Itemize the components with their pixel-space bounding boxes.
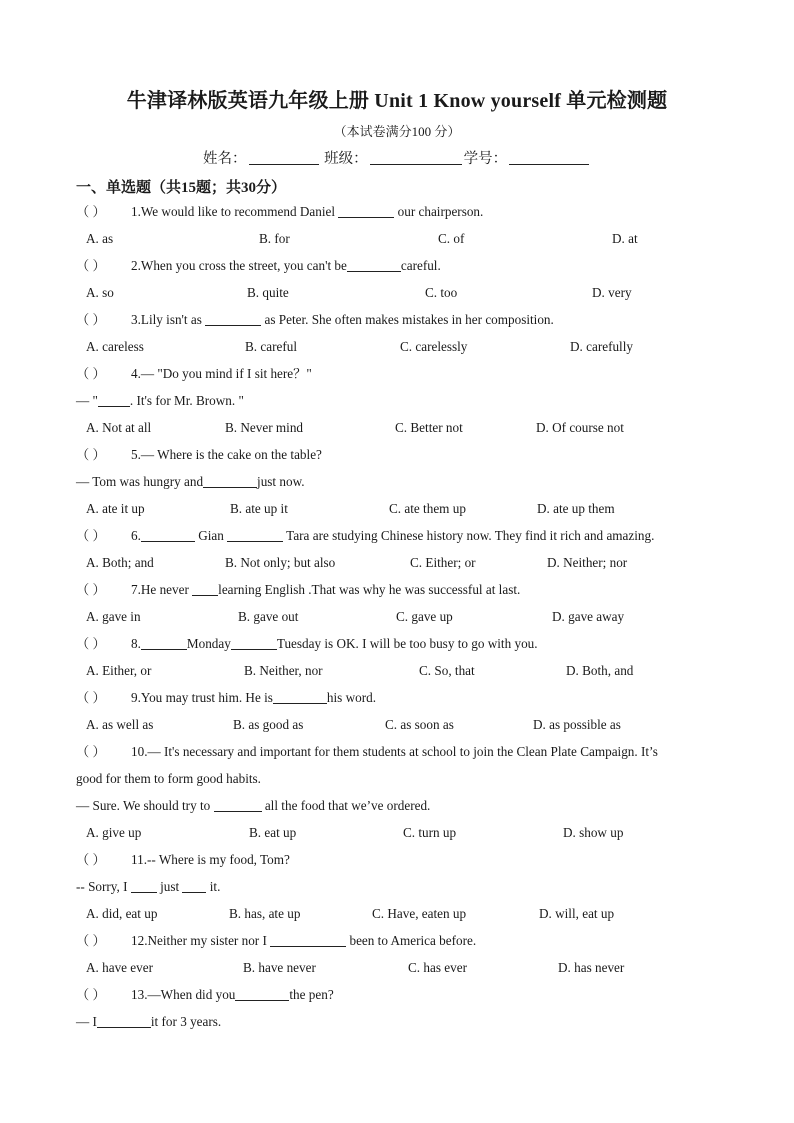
option-b[interactable]: B. has, ate up [229,906,301,921]
answer-paren[interactable]: （ ） [76,204,106,219]
question-text: Tara are studying Chinese history now. They find it rich and amazing. [283,528,655,543]
question-text: 2.When you cross the street, you can't be [131,258,347,273]
answer-paren[interactable]: （ ） [76,690,106,705]
question-9 [76,689,376,707]
question-text: 6. [131,528,141,543]
answer-paren[interactable]: （ ） [76,258,106,273]
option-b[interactable]: B. gave out [238,609,299,624]
options-row [86,230,726,248]
question-text: the pen? [289,987,334,1002]
option-a[interactable]: A. give up [86,825,142,840]
question-text: -- Sorry, I [76,879,131,894]
answer-blank[interactable] [347,258,401,272]
option-b[interactable]: B. ate up it [230,501,288,516]
option-b[interactable]: B. as good as [233,717,304,732]
options-row [86,905,726,923]
option-a[interactable]: A. gave in [86,609,141,624]
option-d[interactable]: D. very [592,285,632,300]
option-d[interactable]: D. Neither; nor [547,555,628,570]
options-row [86,284,726,302]
options-row [86,500,726,518]
answer-paren[interactable]: （ ） [76,852,106,867]
exam-subtitle: （本试卷满分100 分） [333,124,461,139]
option-d[interactable]: D. gave away [552,609,625,624]
number-blank[interactable] [509,150,589,165]
class-label: 班级： [324,151,368,167]
question-text: 11.-- Where is my food, Tom? [131,852,290,867]
question-text: 9.You may trust him. He is [131,690,273,705]
answer-blank[interactable] [273,690,327,704]
question-text: 10.— It's necessary and important for them students at school to join the Clean Plate Campaign. It’s [131,744,658,759]
option-d[interactable]: D. as possible as [533,717,621,732]
answer-blank[interactable] [141,528,195,542]
question-text: just [156,879,183,894]
answer-blank[interactable] [270,933,346,947]
option-d[interactable]: D. ate up them [537,501,615,516]
answer-paren[interactable]: （ ） [76,312,106,327]
option-c[interactable]: C. gave up [396,609,453,624]
question-text: 1.We would like to recommend Daniel [131,204,339,219]
answer-paren[interactable]: （ ） [76,582,106,597]
option-c[interactable]: C. So, that [419,663,475,678]
option-c[interactable]: C. too [425,285,458,300]
question-text: 3.Lily isn't as [131,312,206,327]
question-text: been to America before. [346,933,477,948]
options-row [86,959,726,977]
student-info-row [203,147,591,168]
option-a[interactable]: A. Not at all [86,420,152,435]
answer-paren[interactable]: （ ） [76,987,106,1002]
answer-blank[interactable] [192,582,218,596]
answer-blank[interactable] [131,879,157,893]
option-d[interactable]: D. Both, and [566,663,634,678]
answer-paren[interactable]: （ ） [76,744,106,759]
option-d[interactable]: D. has never [558,960,625,975]
question-7 [76,581,520,599]
answer-paren[interactable]: （ ） [76,933,106,948]
option-d[interactable]: D. Of course not [536,420,624,435]
option-b[interactable]: B. Not only; but also [225,555,336,570]
question-text: — I [76,1014,97,1029]
answer-blank[interactable] [231,636,277,650]
question-text: — Sure. We should try to [76,798,214,813]
answer-blank[interactable] [97,1014,151,1028]
question-text: 13.—When did you [131,987,236,1002]
option-b[interactable]: B. careful [245,339,297,354]
option-a[interactable]: A. Both; and [86,555,154,570]
answer-paren[interactable]: （ ） [76,447,106,462]
question-text: just now. [257,474,305,489]
option-a[interactable]: A. as [86,231,114,246]
answer-blank[interactable] [338,204,394,218]
option-c[interactable]: C. has ever [408,960,467,975]
name-blank[interactable] [249,150,319,165]
option-c[interactable]: C. Better not [395,420,463,435]
option-a[interactable]: A. did, eat up [86,906,158,921]
answer-paren[interactable]: （ ） [76,636,106,651]
option-c[interactable]: C. Either; or [410,555,476,570]
question-11 [76,851,290,869]
option-c[interactable]: C. of [438,231,465,246]
option-c[interactable]: C. ate them up [389,501,466,516]
options-row [86,554,726,572]
option-c[interactable]: C. as soon as [385,717,454,732]
option-c[interactable]: C. carelessly [400,339,468,354]
question-10-cont: good for them to form good habits. [76,771,261,786]
question-text: 8. [131,636,141,651]
class-blank[interactable] [370,150,462,165]
question-text: Tuesday is OK. I will be too busy to go with you. [276,636,538,651]
number-label: 学号： [463,151,508,167]
option-b[interactable]: B. have never [243,960,316,975]
option-d[interactable]: D. will, eat up [539,906,615,921]
question-2 [76,257,441,275]
option-b[interactable]: B. for [259,231,290,246]
question-text: Gian [194,528,228,543]
question-12 [76,932,476,950]
option-d[interactable]: D. show up [563,825,624,840]
question-1 [76,203,483,221]
question-text: 5.— Where is the cake on the table? [131,447,322,462]
question-text: our chairperson. [394,204,484,219]
options-row [86,338,726,356]
option-a[interactable]: A. have ever [86,960,153,975]
answer-blank[interactable] [98,393,130,407]
answer-blank[interactable] [141,636,187,650]
question-4 [76,365,312,383]
question-text: his word. [326,690,376,705]
option-c[interactable]: C. turn up [403,825,457,840]
answer-blank[interactable] [203,474,257,488]
question-text: it. [206,879,221,894]
question-10-reply [76,797,430,815]
option-b[interactable]: B. Never mind [225,420,304,435]
options-row [86,824,726,842]
question-13-reply [76,1013,221,1031]
option-a[interactable]: A. ate it up [86,501,145,516]
options-row [86,608,726,626]
question-text: careful. [400,258,441,273]
options-row [86,662,726,680]
option-a[interactable]: A. careless [86,339,144,354]
option-d[interactable]: D. at [612,231,638,246]
question-3 [76,311,554,329]
options-row [86,716,726,734]
question-8 [76,635,538,653]
answer-blank[interactable] [182,879,206,893]
answer-blank[interactable] [214,798,262,812]
question-text: it for 3 years. [150,1014,222,1029]
option-a[interactable]: A. Either, or [86,663,152,678]
question-text: as Peter. She often makes mistakes in her composition. [261,312,554,327]
question-5 [76,446,322,464]
answer-blank[interactable] [205,312,261,326]
options-row [86,419,726,437]
option-a[interactable]: A. as well as [86,717,154,732]
question-text: learning English .That was why he was successful at last. [218,582,521,597]
option-b[interactable]: B. Neither, nor [244,663,323,678]
option-b[interactable]: B. eat up [249,825,297,840]
question-text: . It's for Mr. Brown. " [129,393,244,408]
answer-blank[interactable] [227,528,283,542]
question-4-reply [76,392,244,410]
question-text: 4.— "Do you mind if I sit here？" [131,366,312,381]
option-c[interactable]: C. Have, eaten up [372,906,467,921]
answer-paren[interactable]: （ ） [76,528,106,543]
question-10 [76,743,658,761]
question-6 [76,527,654,545]
answer-paren[interactable]: （ ） [76,366,106,381]
name-label: 姓名： [203,151,247,167]
option-a[interactable]: A. so [86,285,114,300]
option-b[interactable]: B. quite [247,285,289,300]
exam-title: 牛津译林版英语九年级上册 Unit 1 Know yourself 单元检测题 [126,90,668,112]
question-13 [76,986,334,1004]
question-text: 7.He never [131,582,193,597]
question-text: — Tom was hungry and [76,474,204,489]
section-title: 一、单选题（共15题；共30分） [76,180,287,196]
question-text: 12.Neither my sister nor I [131,933,271,948]
question-11-reply [76,878,220,896]
answer-blank[interactable] [235,987,289,1001]
question-text: — " [76,393,98,408]
option-d[interactable]: D. carefully [570,339,633,354]
question-text: all the food that we’ve ordered. [261,798,431,813]
question-text: Monday [186,636,231,651]
question-5-reply [76,473,305,491]
